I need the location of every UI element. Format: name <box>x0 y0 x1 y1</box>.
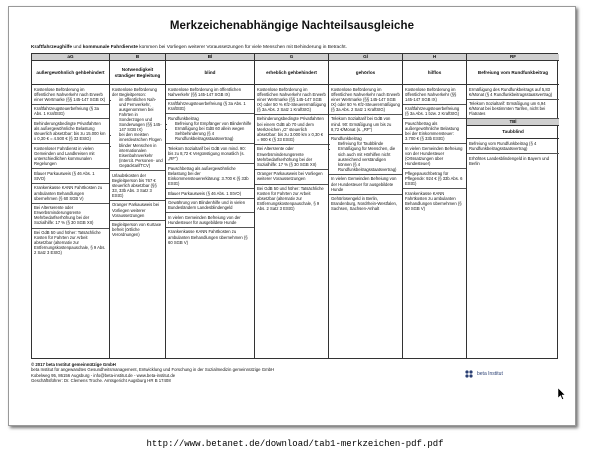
cell-text: Kostenloser Fahrdienst in vielen Gemeinden und Landkreisen mit unterschiedlichen kommunalen Regelungen <box>34 145 95 167</box>
table-cell <box>329 135 402 175</box>
column-heading: erheblich gehbehindert <box>255 61 328 85</box>
beta-logo-icon <box>464 369 474 379</box>
table-cell <box>32 229 109 258</box>
cell-text: Kostenlose Beförderung im öffentlichen Nahverkehr nach Erwerb einer Wertmarke (§§ 145-147 SGB IX) oder 50 % Kfz-Steuerermäßigung (§ 3a Abs. 2 Satz 1 KraftStG) <box>331 86 400 112</box>
table-cell <box>32 184 109 204</box>
table-cell <box>467 85 559 100</box>
document-url: http://www.betanet.de/download/tab1-merkzeichen-pdf.pdf <box>146 439 444 449</box>
cell-bullet-item: • Befreiung für Empfänger von Blindenhilfe <box>175 121 252 126</box>
cell-text: Pauschbetrag als außergewöhnliche Belastung bei der Einkommensteuer: 3.700 € (§ 33b EStG) <box>405 120 460 142</box>
cell-text: Kostenlose Beförderung im öffentlichen Nahverkehr nach Erwerb einer Wertmarke (§§ 145-147 SGB IX) <box>34 86 106 102</box>
cell-text: Blauer Parkausweis (§ 46 Abs. 1 StVO) <box>168 190 242 196</box>
table-cell <box>166 85 254 100</box>
cell-bullet-item: • Befreiung für Taubblinde <box>338 141 400 146</box>
cell-text: Kraftfahrzeugsteuerbefreiung (§ 3a Abs. 1 bzw. 2 KraftStG) <box>405 106 460 117</box>
cell-text: Rundfunkbeitrag <box>168 115 199 121</box>
table-cell <box>110 201 165 221</box>
table-cell <box>166 114 254 144</box>
table-cell <box>32 85 109 105</box>
footer-management: Geschäftsführer: Dr. Clemens Troche. Amtsgericht Augsburg HR B 17408 <box>31 378 171 384</box>
column-heading: gehörlos <box>329 61 402 85</box>
column-code: Gl <box>329 54 402 61</box>
table-cell <box>110 221 165 240</box>
cell-text: Kraftfahrzeugsteuerbefreiung (§ 3a Abs. 1 KraftStG) <box>34 106 99 117</box>
table-cell <box>255 185 328 214</box>
table-cell <box>329 175 402 195</box>
cell-text: Krankenkasse KANN Fahrtkosten zu ambulanten Behandlungen übernehmen (§ 60 SGB V) <box>405 190 462 211</box>
mouse-cursor-icon <box>558 388 566 400</box>
table-cell <box>32 119 109 144</box>
column-ag <box>32 54 110 358</box>
table-cell <box>255 85 328 115</box>
table-cell <box>329 115 402 135</box>
table-cell <box>255 170 328 185</box>
cell-text: Kostenlose Beförderung der Begleitperson: <box>112 86 157 97</box>
column-bl <box>166 54 255 358</box>
cell-text: In vielen Gemeinden Befreiung von der Hundesteuer (Ortssatzungen über Hundesteuer) <box>405 145 463 167</box>
footer-address: Kobelweg 95, 86156 Augsburg - info@beta-institut.de - www.beta-institut.de <box>31 372 176 378</box>
cell-text: Kraftfahrzeugsteuerbefreiung (§ 3a Abs. 1 KraftStG) <box>168 101 246 112</box>
footer <box>31 362 371 384</box>
table-cell <box>166 189 254 199</box>
cell-text: Erhöhtes Landesblindengeld in Bayern und Berlin <box>469 155 550 166</box>
table-cell <box>403 119 466 144</box>
table-cell <box>32 169 109 184</box>
column-code: aG <box>32 54 109 61</box>
column-code: G <box>255 54 328 61</box>
cell-text: Bei Altersrente oder Erwerbsminderungsrente Mehrbedarfserhöhung bei der Sozialhilfe: 17 % (§ 30 SGB XII) <box>257 146 317 167</box>
column-gl <box>329 54 403 358</box>
table-cell <box>110 171 165 201</box>
cell-bullet-item: • bei den meisten innerdeutschen Flügen <box>119 132 163 142</box>
document-title: Merkzeichenabhängige Nachteilsausgleiche <box>169 20 415 32</box>
column-code: B <box>110 54 165 61</box>
column-heading: hilflos <box>403 61 466 85</box>
cell-text: Kostenlose Beförderung im öffentlichen Nahverkehr (§§ 145-147 SGB IX) <box>405 86 457 102</box>
table-cell <box>166 213 254 228</box>
table-cell <box>467 139 559 154</box>
cell-text: Behinderungsbedingte Privatfahrten bei einem GdB ab 70 und dem Merkzeichen „G“ steuerlich absetzbar: bis zu 3.000 km x 0,30 € = 900 € (§ 33 EStG) <box>257 116 324 142</box>
cell-text: Pflegepauschbetrag für Pflegende: 924 € (§ 33b Abs. 6 EStG) <box>405 170 463 186</box>
column-g <box>255 54 329 358</box>
column-heading: außergewöhnlich gehbehindert <box>32 61 109 85</box>
cell-text: Ermäßigung des Rundfunkbeitrags auf 5,83 €/Monat (§ 4 Rundfunkbeitragsstaatsvertrag) <box>469 86 553 97</box>
table-cell <box>255 145 328 170</box>
column-heading: Befreiung vom Rundfunkbeitrag <box>467 61 559 85</box>
cell-text: Gewährung von Blindenhilfe und in vielen Bundesländern Landesblindengeld <box>168 200 246 211</box>
cell-text: Blauer Parkausweis (§ 46 Abs. 1 StVO) <box>34 170 95 181</box>
cell-text: Rundfunkbeitrag <box>331 136 362 142</box>
column-b <box>110 54 166 358</box>
cell-text: Krankenkasse KANN Fahrtkosten zu ambulanten Behandlungen übernehmen (§ 60 SGB V) <box>34 185 103 201</box>
column-code: RF <box>467 54 559 61</box>
table-cell <box>166 100 254 115</box>
cell-text: In vielen Gemeinden Befreiung von der Hundesteuer für ausgebildete Hunde <box>168 214 241 225</box>
footer-copyright: © 2017 beta Institut gemeinnützige GmbH <box>31 362 116 367</box>
cell-bullet-list <box>331 141 400 172</box>
cell-text: Behinderungsbedingte Privatfahrten als außergewöhnliche Belastung steuerlich absetzbar: bis zu 15.000 km x 0,30 € = 4.500 € (§ 33 EStG) <box>34 120 106 142</box>
cell-text: Bei Alterserente oder Erwerbsminderungsrente Mehrbedarfserhöhung bei der Sozialhilfe: 17 % (§ 30 SGB XII) <box>34 205 94 226</box>
cell-text: Oranger Parkausweis bei Vorliegen weiterer Voraussetzungen <box>112 202 160 218</box>
column-h <box>403 54 467 358</box>
cell-text: Telekom Sozialtarif bei GdB von mind. 90: Ermäßigung um bis zu 8,72 €/Monat (s. „RF“) <box>331 116 392 132</box>
intro-bold-1: Kraftfahrzeughilfe <box>31 45 73 50</box>
table-cell <box>166 228 254 247</box>
cell-text: Begleitperson von Kurtaxe befreit (örtliche Verordnungen) <box>112 222 162 238</box>
cell-text: Telekom Sozialtarif bei GdB von mind. 90: bis zu 8,72 € Vergünstigung monatlich (s. „RF“) <box>168 145 246 162</box>
cell-text: In vielen Gemeinden Befreiung von der Hundesteuer für ausgebildete Hunde <box>331 176 397 192</box>
beta-logo-text: beta Institut <box>477 371 503 377</box>
table-cell <box>255 115 328 145</box>
table-cell <box>32 144 109 169</box>
cell-text: Bei GdB 50 und höher: Tatsächliche Kosten für Fahrten zur Arbeit absetzbar (alternativ zur Entfernungskostenpauschale, § 9 Abs. 2 Satz 3 EStG) <box>34 230 106 256</box>
cell-bullet-item: • Ermäßigung für Menschen, die sich auch mit Hörhilfen nicht ausreichend verständigen können (§ 4 Rundfunkbeitragsstaatsvertrag) <box>338 146 400 171</box>
cell-text: Pauschbetrag als außergewöhnliche Belastung bei der Einkommensteuererklärung: 3.700 € (§ 33b EStG) <box>168 165 249 186</box>
cell-bullet-item: • blinder Menschen in internationalen Eisenbahnverkehr (Intercit. Personen- und GepäcktarifTCV) <box>119 143 163 168</box>
cell-text: Bei GdB 50 und höher: Tatsächliche Kosten für Fahrten zur Arbeit absetzbar (alternativ zur Entfernungskostenpauschale, § 9 Abs. 2 Satz 3 EStG) <box>257 186 324 212</box>
cell-text: Befreiung vom Rundfunkbeitrag (§ 4 Rundfunkbeitragsstaatsvertrag) <box>469 140 537 152</box>
cell-text: Urlaubskosten der Begleitperson bis 767 € steuerlich absetzbar (§§ 33, 33b Abs. 3 Satz 3 EStG) <box>112 172 157 198</box>
intro-mid: und <box>72 45 83 50</box>
table-cell <box>110 85 165 171</box>
column-code: TBl <box>467 119 559 126</box>
column-rf <box>467 54 559 358</box>
table-cell <box>166 164 254 189</box>
beta-logo <box>464 369 503 379</box>
table-cell <box>166 144 254 164</box>
footer-org: beta Institut für angewandtes Gesundheitsmanagement, Entwicklung und Forschung in der Sozialmedizin gemeinnützige GmbH <box>31 367 275 373</box>
cell-text: Krankenkasse KANN Fahrtkosten zu ambulanten Behandlungen übernehmen (§ 60 SGB V) <box>168 229 248 245</box>
table-cell <box>403 169 466 189</box>
cell-text: Gehörlosengeld in Berlin, Brandenburg, Nordrhein-Westfalen, Sachsen, Sachsen-Anhalt <box>331 196 398 212</box>
intro-rest: kommen bei Vorliegen weiterer Voraussetzungen für viele Menschen mit Behinderung in Betracht. <box>137 45 347 50</box>
cell-text: Kostenlose Beförderung im öffentlichen Nahverkehr (§§ 145-147 SGB IX) <box>168 86 242 97</box>
column-heading: Taubblind <box>467 126 559 139</box>
cell-text: Telekom Sozialtarif: Ermäßigung um 6,94 €/Monat bei bestimmten Tarifen, nicht bei Flatrates <box>469 101 546 117</box>
intro-text <box>31 45 347 50</box>
column-code: H <box>403 54 466 61</box>
table-cell <box>329 195 402 214</box>
intro-bold-2: kommunale Fahrdienste <box>82 45 138 50</box>
table-cell <box>32 204 109 229</box>
cell-bullet-item: • im öffentlichen Nah- und Fernverkehr, ausgenommen bei Fahrten in Sonderzügen und Sonderwagen (§§ 145-147 SGB IX) <box>119 97 163 133</box>
merkzeichen-table <box>31 53 558 359</box>
table-cell <box>403 144 466 169</box>
cell-bullet-list <box>168 121 252 141</box>
table-cell <box>467 154 559 168</box>
table-cell <box>403 105 466 120</box>
table-cell <box>403 85 466 105</box>
table-cell <box>32 105 109 120</box>
cell-text: Oranger Parkausweis bei Vorliegen weiterer Voraussetzungen <box>257 171 323 182</box>
column-heading: blind <box>166 61 254 85</box>
document-page <box>8 6 576 426</box>
table-cell <box>403 189 466 213</box>
table-cell <box>329 85 402 115</box>
cell-bullet-item: • Ermäßigung bei GdB 60 allein wegen Sehbehinderung (§ 4 Rundfunkbeitragsstaatsvertrag) <box>175 126 252 141</box>
table-cell <box>467 100 559 120</box>
cell-bullet-list <box>112 97 163 168</box>
column-code: Bl <box>166 54 254 61</box>
table-cell <box>166 199 254 214</box>
cell-text: Kostenlose Beförderung im öffentlichen Nahverkehr nach Erwerb einer Wertmarke (§§ 145-147 SGB IX) oder 50 % Kfz-Steuerermäßigung (§ 3a Abs. 2 Satz 1 KraftStG) <box>257 86 326 112</box>
column-heading: Notwendigkeit ständiger Begleitung <box>110 61 165 85</box>
